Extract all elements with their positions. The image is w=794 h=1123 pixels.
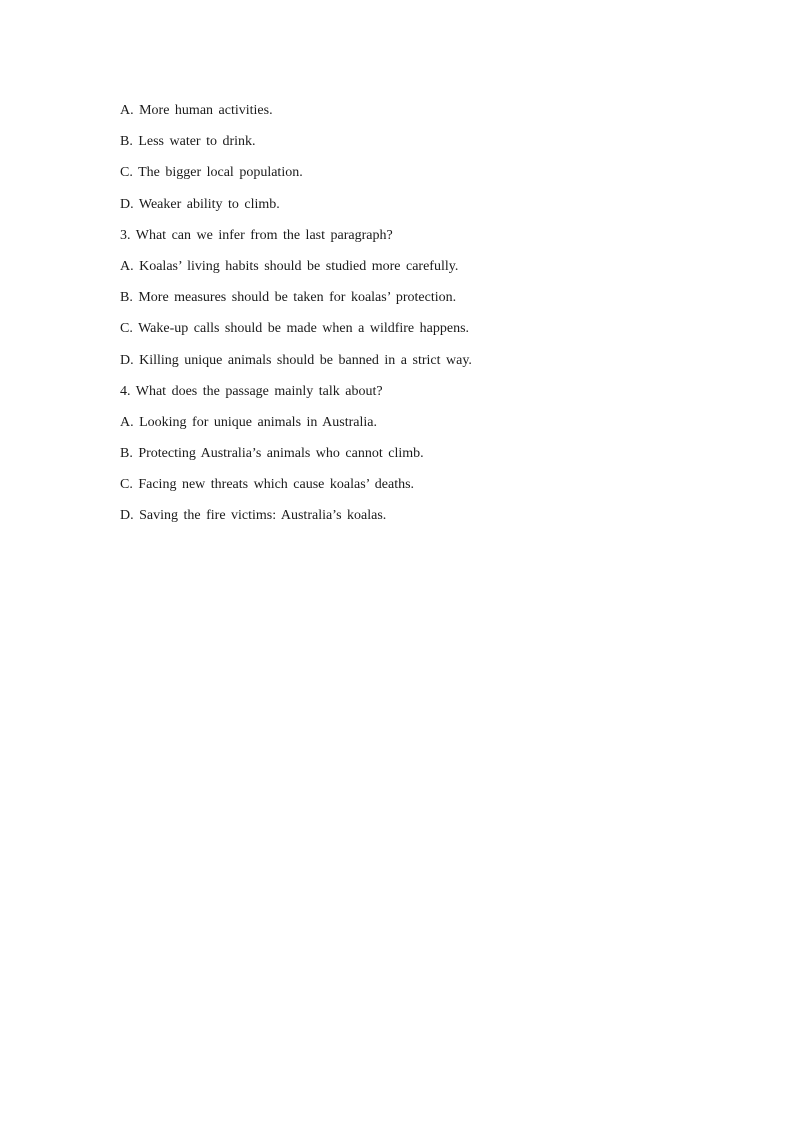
q4-option-d: D. Saving the fire victims: Australia’s koalas. (120, 508, 387, 524)
q4-option-b: B. Protecting Australia’s animals who cannot climb. (120, 446, 424, 462)
question-4: 4. What does the passage mainly talk about? (120, 383, 383, 399)
option-c-bigger-population: C. The bigger local population. (120, 165, 303, 181)
q3-option-a: A. Koalas’ living habits should be studied more carefully. (120, 258, 459, 274)
q4-option-c: C. Facing new threats which cause koalas’ deaths. (120, 477, 415, 493)
question-3: 3. What can we infer from the last paragraph? (120, 227, 393, 243)
q3-option-c: C. Wake-up calls should be made when a wildfire happens. (120, 321, 470, 337)
q3-option-b: B. More measures should be taken for koalas’ protection. (120, 290, 457, 306)
option-a-more-human-activities: A. More human activities. (120, 103, 273, 118)
question-block (120, 101, 680, 538)
q3-option-d: D. Killing unique animals should be banned in a strict way. (120, 352, 472, 368)
option-d-weaker-climb: D. Weaker ability to climb. (120, 196, 280, 212)
option-b-less-water: B. Less water to drink. (120, 134, 256, 150)
q4-option-a: A. Looking for unique animals in Australia. (120, 414, 377, 430)
